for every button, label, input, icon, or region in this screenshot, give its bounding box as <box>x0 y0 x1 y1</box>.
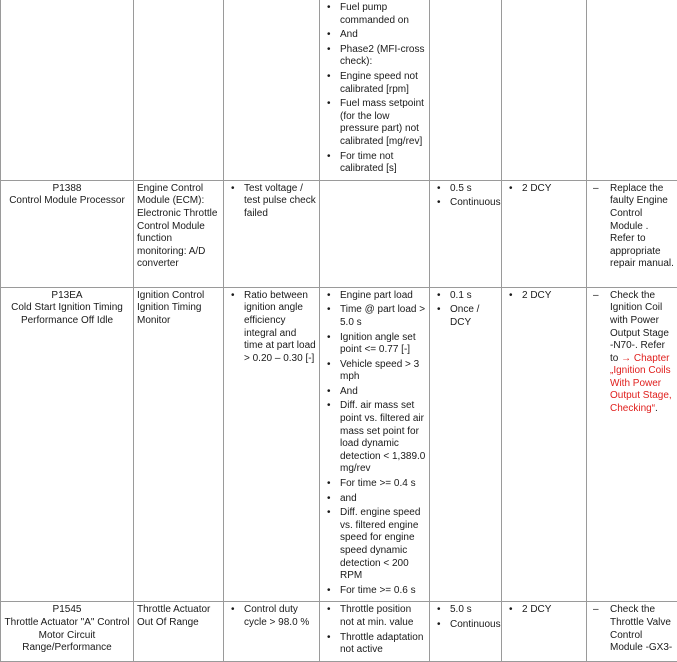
list-item: • Vehicle speed > 3 mph <box>323 359 426 384</box>
list-item: • Continuous <box>433 197 498 210</box>
list-item: • Diff. engine speed vs. filtered engine speed for engine speed dynamic detection < 200 RPM <box>323 507 426 583</box>
time-cell <box>430 602 502 662</box>
table-row <box>1 287 677 602</box>
list-item: • For time not calibrated [s] <box>323 151 426 176</box>
dtc-cell <box>1 602 134 662</box>
enable-cell <box>320 0 430 180</box>
action-cell <box>587 287 677 602</box>
monitor-cell <box>134 0 224 180</box>
action-cell <box>587 0 677 180</box>
time-cell <box>430 287 502 602</box>
list-item: • Engine speed not calibrated [rpm] <box>323 71 426 96</box>
malfunction-cell <box>224 0 320 180</box>
dtc-code: P1545 <box>4 604 130 617</box>
malfunction-cell <box>224 287 320 602</box>
list-item: • Fuel pump commanded on <box>323 2 426 27</box>
action-item: – Replace the faulty Engine Control Module . Refer to appropriate repair manual. <box>590 183 674 271</box>
list-item: • Fuel mass setpoint (for the low pressure part) not calibrated [mg/rev] <box>323 98 426 148</box>
mil-cell <box>502 602 587 662</box>
mil-cell <box>502 0 587 180</box>
list-item: • And <box>323 29 426 42</box>
enable-cell <box>320 180 430 287</box>
dtc-code: P13EA <box>4 290 130 303</box>
table-row <box>1 180 677 287</box>
list-item: • Diff. air mass set point vs. filtered air mass set point for load dynamic detection < 1,389.0 mg/rev <box>323 400 426 476</box>
list-item: • 0.5 s <box>433 183 498 196</box>
dtc-name: Cold Start Ignition Timing Performance Off Idle <box>4 302 130 327</box>
enable-cell <box>320 287 430 602</box>
action-cell <box>587 602 677 662</box>
action-text: Check the Ignition Coil with Power Output Stage -N70-. Refer to <box>610 290 669 364</box>
mil-cell <box>502 180 587 287</box>
list-item: • Continuous <box>433 619 498 632</box>
enable-cell <box>320 602 430 662</box>
chapter-link[interactable]: → Chapter „Ignition Coils With Power Output Stage, Checking“ <box>610 353 672 414</box>
time-cell <box>430 180 502 287</box>
action-tail: . <box>655 403 658 414</box>
list-item: • Throttle position not at min. value <box>323 604 426 629</box>
monitor-cell: Ignition Control Ignition Timing Monitor <box>134 287 224 602</box>
list-item: • Test voltage / test pulse check failed <box>227 183 316 221</box>
list-item: • For time >= 0.4 s <box>323 478 426 491</box>
list-item: • Throttle adaptation not active <box>323 632 426 657</box>
dtc-cell <box>1 0 134 180</box>
mil-cell <box>502 287 587 602</box>
dtc-name: Control Module Processor <box>4 195 130 208</box>
list-item: • 2 DCY <box>505 604 583 617</box>
list-item: • For time >= 0.6 s <box>323 585 426 598</box>
list-item: • and <box>323 493 426 506</box>
list-item: • Control duty cycle > 98.0 % <box>227 604 316 629</box>
monitor-cell: Throttle Actuator Out Of Range <box>134 602 224 662</box>
dtc-cell <box>1 180 134 287</box>
list-item: • Once / DCY <box>433 304 498 329</box>
list-item: • 0.1 s <box>433 290 498 303</box>
dtc-code: P1388 <box>4 183 130 196</box>
action-item <box>590 290 674 416</box>
list-item: • 2 DCY <box>505 290 583 303</box>
table-row <box>1 0 677 180</box>
list-item: • Phase2 (MFI-cross check): <box>323 44 426 69</box>
list-item: • And <box>323 386 426 399</box>
list-item: • Ignition angle set point <= 0.77 [-] <box>323 332 426 357</box>
monitor-cell: Engine Control Module (ECM): Electronic Throttle Control Module function monitoring: A/D converter <box>134 180 224 287</box>
list-item: • 2 DCY <box>505 183 583 196</box>
list-item: • Time @ part load > 5.0 s <box>323 304 426 329</box>
malfunction-cell <box>224 602 320 662</box>
malfunction-cell <box>224 180 320 287</box>
time-cell <box>430 0 502 180</box>
dtc-cell <box>1 287 134 602</box>
list-item: • Engine part load <box>323 290 426 303</box>
action-cell <box>587 180 677 287</box>
list-item: • 5.0 s <box>433 604 498 617</box>
table-row <box>1 602 677 662</box>
dtc-name: Throttle Actuator "A" Control Motor Circuit Range/Performance <box>4 617 130 655</box>
action-item: – Check the Throttle Valve Control Module -GX3- <box>590 604 674 654</box>
list-item: • Ratio between ignition angle efficiency integral and time at part load > 0.20 – 0.30 [-] <box>227 290 316 366</box>
